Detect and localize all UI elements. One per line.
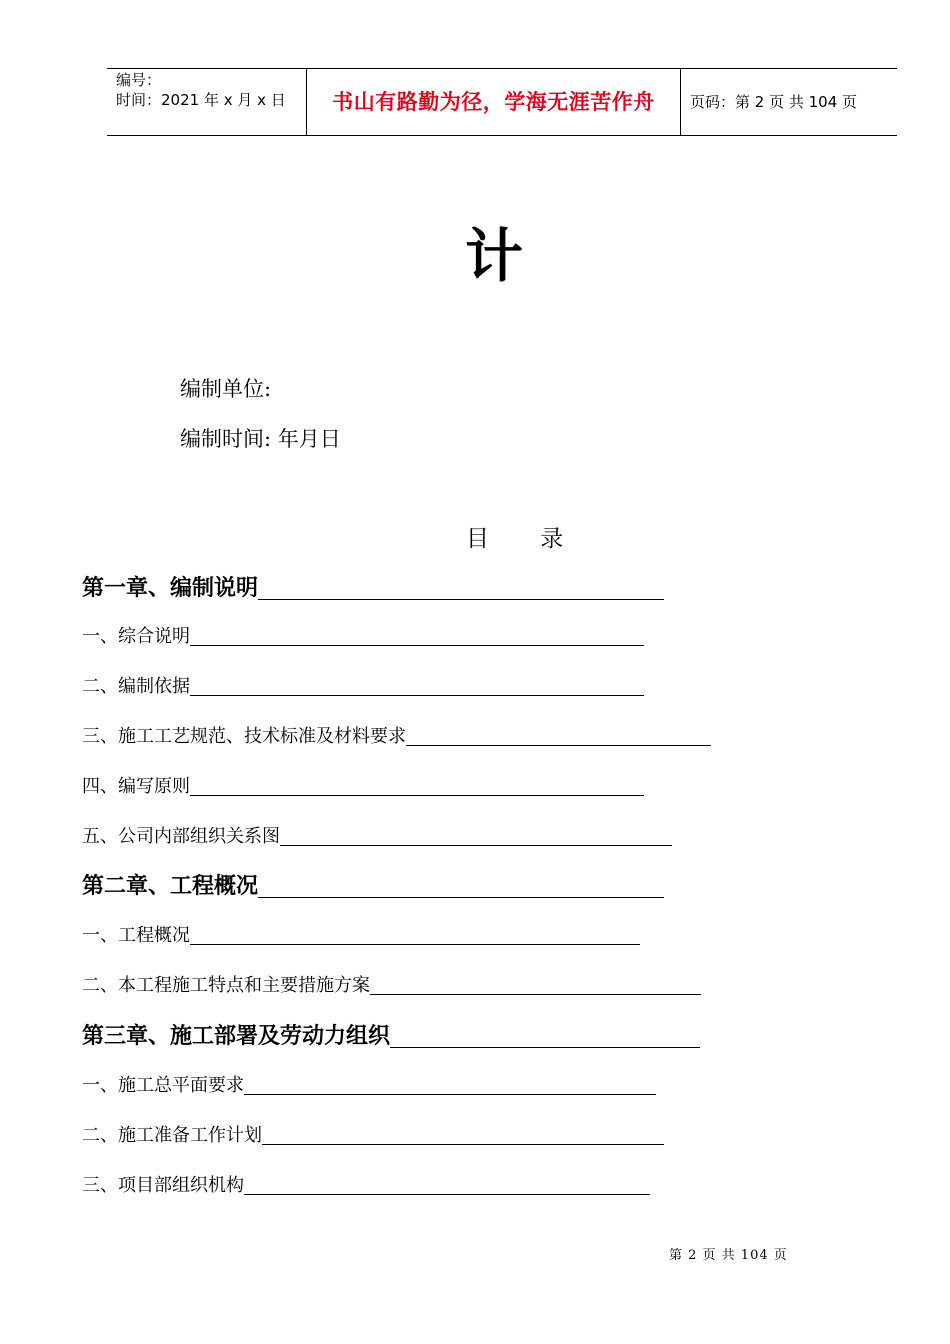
toc-leader-line [190, 694, 644, 696]
toc-entry-label: 第二章、工程概况 [82, 873, 259, 899]
page-footer: 第 2 页 共 104 页 [669, 1248, 788, 1263]
header-meta [107, 69, 307, 135]
toc-entry-section[interactable] [82, 825, 672, 849]
toc-entry-label: 二、本工程施工特点和主要措施方案 [82, 975, 370, 996]
toc-entry-label: 二、编制依据 [82, 676, 190, 697]
toc-entry-label: 四、编写原则 [82, 776, 190, 797]
toc-entry-label: 三、项目部组织机构 [82, 1175, 244, 1196]
toc-leader-line [190, 943, 640, 945]
toc-leader-line [190, 794, 644, 796]
header-date: 时间：2021 年 x 月 x 日 [116, 91, 286, 109]
toc-entry-section[interactable] [82, 625, 644, 649]
toc-entry-section[interactable] [82, 675, 644, 699]
toc-leader-line [390, 1046, 700, 1048]
toc-entry-label: 五、公司内部组织关系图 [82, 826, 280, 847]
toc-entry-section[interactable] [82, 775, 644, 799]
toc-leader-line [370, 993, 701, 995]
toc-leader-line [262, 1143, 664, 1145]
toc-leader-line [258, 896, 664, 898]
toc-entry-label: 一、工程概况 [82, 925, 190, 946]
compiling-time: 编制时间: 年月日 [180, 427, 341, 451]
toc-leader-line [190, 644, 644, 646]
header-page-info: 页码：第 2 页 共 104 页 [690, 93, 858, 111]
toc-leader-line [280, 844, 672, 846]
toc-leader-line [406, 744, 711, 746]
toc-entry-section[interactable] [82, 725, 711, 749]
toc-entry-section[interactable] [82, 1124, 664, 1148]
toc-entry-section[interactable] [82, 924, 640, 948]
toc-entry-section[interactable] [82, 1074, 656, 1098]
toc-leader-line [244, 1093, 656, 1095]
toc-entry-label: 一、综合说明 [82, 626, 190, 647]
toc-entry-chapter-1[interactable] [82, 573, 664, 603]
toc-entry-label: 一、施工总平面要求 [82, 1075, 244, 1096]
toc-title: 目 录 [466, 526, 586, 552]
header-slogan: 书山有路勤为径，学海无涯苦作舟 [307, 69, 681, 135]
toc-entry-chapter-3[interactable] [82, 1021, 700, 1051]
document-title: 计 [465, 222, 524, 290]
toc-entry-label: 第三章、施工部署及劳动力组织 [82, 1023, 391, 1049]
toc-leader-line [258, 598, 664, 600]
toc-entry-section[interactable] [82, 1174, 650, 1198]
toc-entry-label: 三、施工工艺规范、技术标准及材料要求 [82, 726, 406, 747]
toc-entry-label: 第一章、编制说明 [82, 575, 259, 601]
header-number-label: 编号： [116, 71, 162, 89]
toc-entry-label: 二、施工准备工作计划 [82, 1125, 262, 1146]
toc-entry-section[interactable] [82, 974, 701, 998]
page-header [107, 68, 897, 136]
toc-entry-chapter-2[interactable] [82, 871, 664, 901]
toc-leader-line [244, 1193, 650, 1195]
compiling-unit: 编制单位: [180, 377, 272, 401]
